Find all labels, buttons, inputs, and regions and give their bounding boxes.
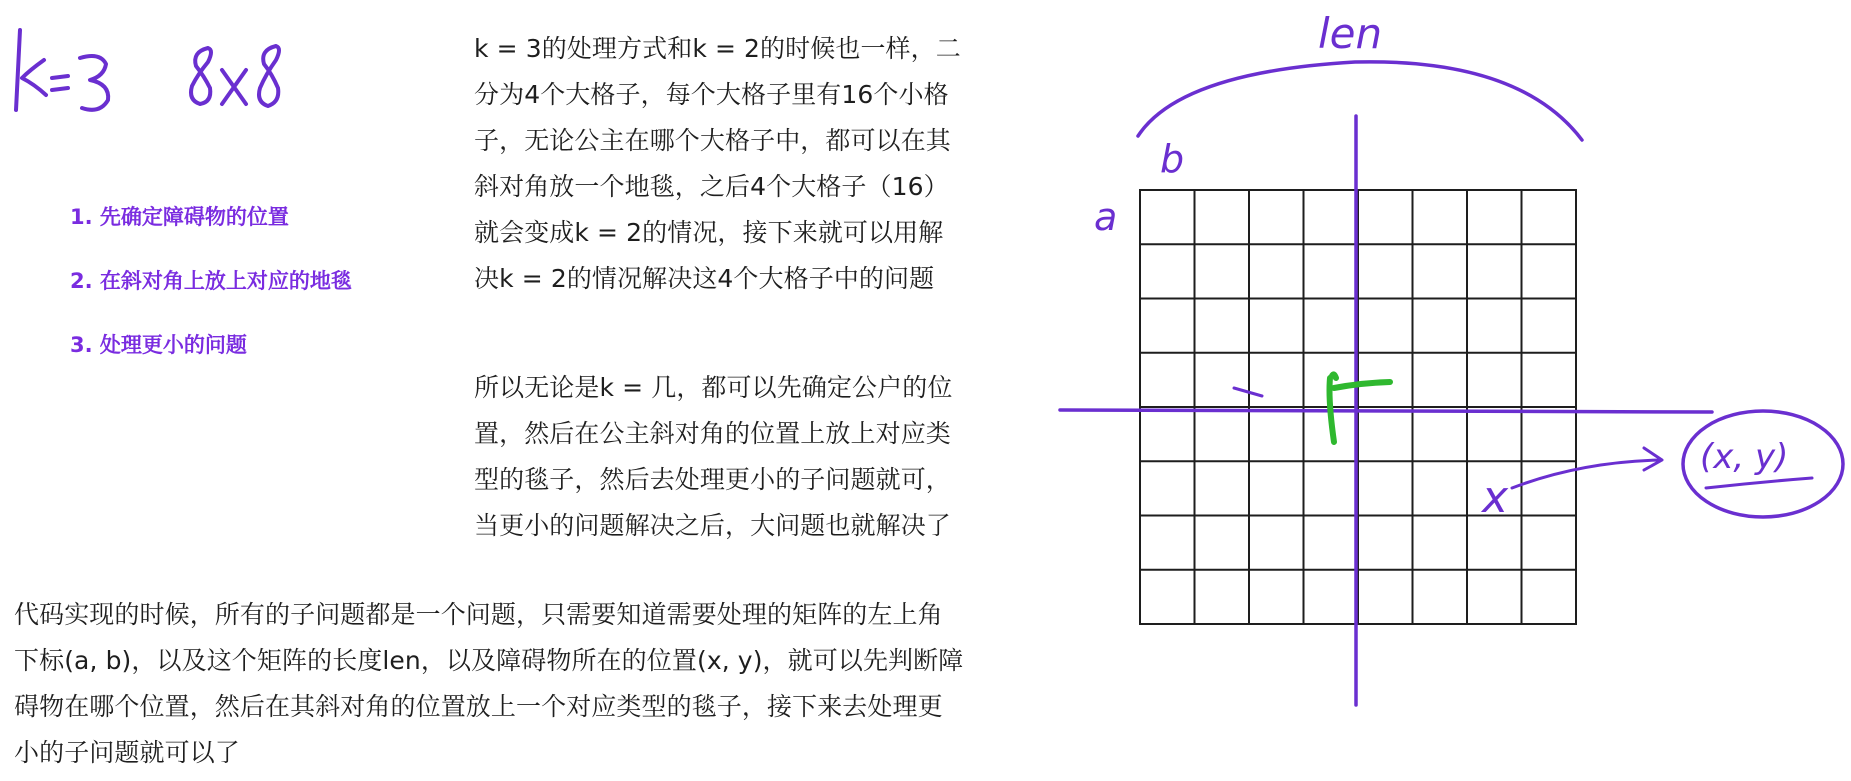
paragraph-line: 就会变成k = 2的情况，接下来就可以用解 [474, 218, 944, 247]
pointer-arrow [1512, 448, 1662, 488]
paragraph-line: 碍物在哪个位置，然后在其斜对角的位置放上一个对应类型的毯子，接下来去处理更 [14, 692, 943, 721]
a-label: a [1094, 195, 1118, 239]
paragraph-line: 小的子问题就可以了 [14, 738, 240, 767]
paragraph-line: 当更小的问题解决之后，大问题也就解决了 [474, 511, 951, 540]
green-carpet-mark [1330, 374, 1391, 442]
paragraph-line: 型的毯子，然后去处理更小的子问题就可， [474, 465, 951, 494]
b-label: b [1160, 137, 1185, 181]
paragraph-line: 代码实现的时候，所有的子问题都是一个问题，只需要知道需要处理的矩阵的左上角 [14, 600, 943, 629]
paragraph-line: 子，无论公主在哪个大格子中，都可以在其 [474, 126, 951, 155]
step-1: 1. 先确定障碍物的位置 [70, 205, 289, 229]
paragraph-code-implementation [14, 592, 1094, 776]
xy-label: (x, y) [1700, 437, 1789, 477]
step-2: 2. 在斜对角上放上对应的地毯 [70, 269, 352, 293]
paragraph-line: 所以无论是k = 几，都可以先确定公户的位 [474, 373, 953, 402]
len-arc [1138, 62, 1582, 140]
paragraph-line: 决k = 2的情况解决这4个大格子中的问题 [474, 264, 935, 293]
paragraph-line: 下标(a, b)，以及这个矩阵的长度len，以及障碍物所在的位置(x, y)，就可以先判断障 [14, 646, 964, 675]
steps-list [70, 204, 430, 396]
paragraph-line: 斜对角放一个地毯，之后4个大格子（16） [474, 172, 949, 201]
step-3: 3. 处理更小的问题 [70, 333, 247, 357]
paragraph-line: 置，然后在公主斜对角的位置上放上对应类 [474, 419, 951, 448]
x-label: x [1482, 472, 1509, 523]
paragraph-k3-explanation [474, 26, 1034, 302]
len-label: len [1318, 9, 1383, 58]
xy-underline [1706, 478, 1812, 488]
horizontal-divider [1060, 410, 1712, 412]
paragraph-general-k [474, 365, 1034, 549]
paragraph-line: 分为4个大格子，每个大格子里有16个小格 [474, 80, 949, 109]
grid-8x8 [1140, 190, 1576, 624]
grid-diagram [1000, 0, 1851, 781]
paragraph-line: k = 3的处理方式和k = 2的时候也一样，二 [474, 34, 961, 63]
handwritten-heading [0, 0, 320, 150]
